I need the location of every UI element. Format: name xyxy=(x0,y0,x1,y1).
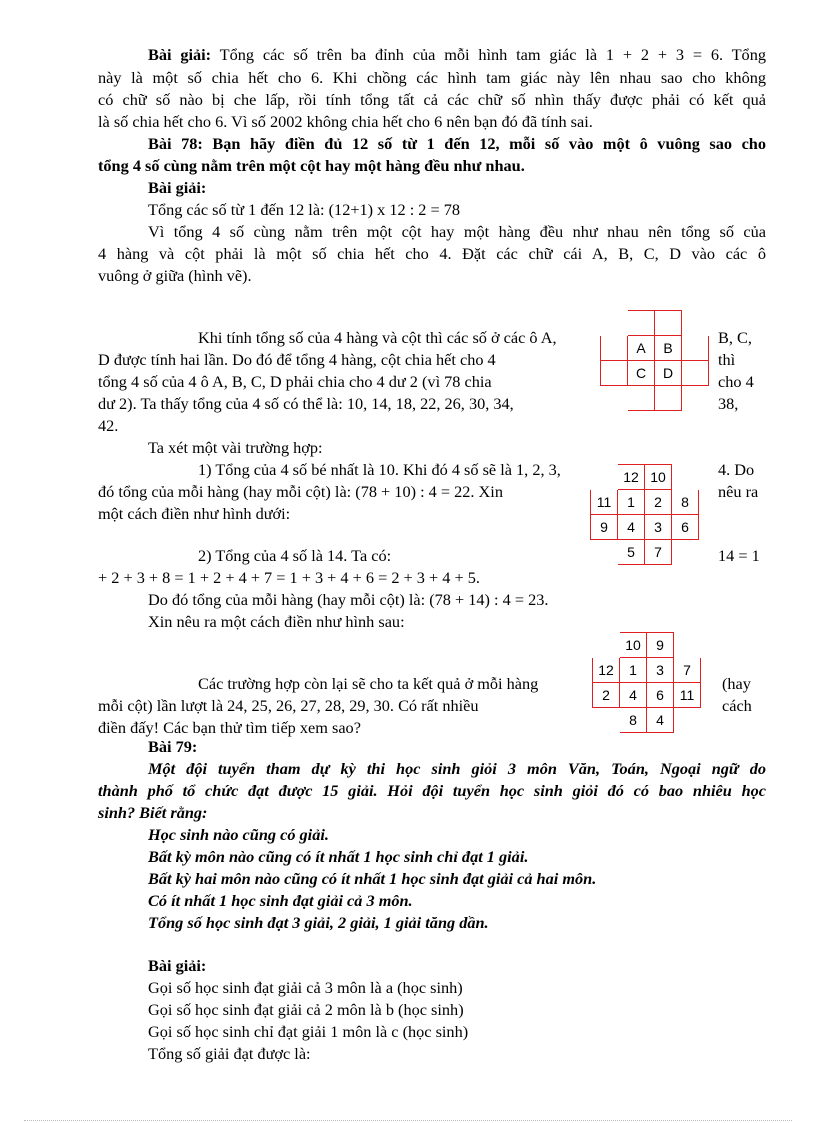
bai78-p2b: 4 hàng và cột phải là một số chia hết cho 4. Đặt các chữ cái A, B, C, D vào các ô xyxy=(98,244,766,263)
grid-cell-c: C xyxy=(628,361,655,386)
bai79-condition-4: Có ít nhất 1 học sinh đạt giải cả 3 môn. xyxy=(148,891,413,910)
bai79-sol-1: Gọi số học sinh đạt giải cả 3 môn là a (học sinh) xyxy=(148,978,463,997)
grid-cell: 4 xyxy=(620,683,647,708)
intro-line-2: này là một số chia hết cho 6. Khi chồng các hình tam giác này lên nhau sao cho không xyxy=(98,68,766,87)
case1-line-a: 1) Tổng của 4 số bé nhất là 10. Khi đó 4 số sẽ là 1, 2, 3, xyxy=(198,460,561,479)
grid-cell: 2 xyxy=(593,683,620,708)
grid-cell: 7 xyxy=(674,658,701,683)
case2-line-d: Xin nêu ra một cách điền như hình sau: xyxy=(148,612,405,631)
case3-line-b-right: cách xyxy=(722,696,752,715)
grid-cell-d: D xyxy=(655,361,682,386)
bai78-p1: Tổng các số từ 1 đến 12 là: (12+1) x 12 : 2 = 78 xyxy=(148,200,461,219)
bai79-condition-2: Bất kỳ môn nào cũng có ít nhất 1 học sinh chỉ đạt 1 giải. xyxy=(148,847,529,866)
grid-cell: 1 xyxy=(620,658,647,683)
case1-line-b-right: nêu ra xyxy=(718,482,759,501)
case1-line-c: một cách điền như hình dưới: xyxy=(98,504,291,523)
grid-cell-a: A xyxy=(628,336,655,361)
case2-line-a-right: 14 = 1 xyxy=(718,546,760,565)
bai78-p4: Ta xét một vài trường hợp: xyxy=(148,438,323,457)
bai78-title-1: Bài 78: Bạn hãy điền đủ 12 số từ 1 đến 12, mỗi số vào một ô vuông sao cho xyxy=(148,134,766,153)
case3-line-a-right: (hay xyxy=(722,674,751,693)
case2-line-a: 2) Tổng của 4 số là 14. Ta có: xyxy=(198,546,392,565)
grid-cell: 2 xyxy=(645,490,672,515)
bai79-condition-3: Bất kỳ hai môn nào cũng có ít nhất 1 học sinh đạt giải cả hai môn. xyxy=(148,869,597,888)
bai79-question-2: thành phố tổ chức đạt được 15 giải. Hỏi đội tuyển học sinh giỏi đó có bao nhiêu học xyxy=(98,781,766,800)
grid-cell: 11 xyxy=(674,683,701,708)
grid-cell: 1 xyxy=(618,490,645,515)
bai79-question-1: Một đội tuyển tham dự kỳ thi học sinh giỏi 3 môn Văn, Toán, Ngoại ngữ do xyxy=(148,759,766,778)
bai78-p3b-right: thì xyxy=(718,350,736,369)
grid-cell: 9 xyxy=(647,633,674,658)
bai78-p3e: 42. xyxy=(98,416,119,435)
grid-cell: 4 xyxy=(647,708,674,733)
grid-cell: 8 xyxy=(620,708,647,733)
bai79-sol-4: Tổng số giải đạt được là: xyxy=(148,1044,311,1063)
grid-cell: 4 xyxy=(618,515,645,540)
case3-line-b: mỗi cột) lần lượt là 24, 25, 26, 27, 28, 29, 30. Có rất nhiều xyxy=(98,696,479,715)
intro-line-4: là số chia hết cho 6. Vì số 2002 không chia hết cho 6 nên bạn đó đã tính sai. xyxy=(98,112,593,131)
intro-line-1: Bài giải: Tổng các số trên ba đỉnh của mỗi hình tam giác là 1 + 2 + 3 = 6. Tổng xyxy=(148,45,766,64)
case3-line-a: Các trường hợp còn lại sẽ cho ta kết quả ở mỗi hàng xyxy=(198,674,539,693)
grid-cell: 3 xyxy=(647,658,674,683)
bai78-p3d-right: 38, xyxy=(718,394,739,413)
bai79-sol-3: Gọi số học sinh chỉ đạt giải 1 môn là c (học sinh) xyxy=(148,1022,469,1041)
case1-line-a-right: 4. Do xyxy=(718,460,755,479)
case2-line-c: Do đó tổng của mỗi hàng (hay mỗi cột) là: (78 + 14) : 4 = 23. xyxy=(148,590,549,609)
grid-cell: 9 xyxy=(591,515,618,540)
solution-label: Bài giải: xyxy=(148,45,212,64)
bai78-p3a-right: B, C, xyxy=(718,328,752,347)
bai78-p2c: vuông ở giữa (hình vẽ). xyxy=(98,266,252,285)
grid-sum-22 xyxy=(590,464,699,565)
grid-cell-b: B xyxy=(655,336,682,361)
grid-cell: 12 xyxy=(618,465,645,490)
bai79-sol-2: Gọi số học sinh đạt giải cả 2 môn là b (học sinh) xyxy=(148,1000,464,1019)
bai79-question-3: sinh? Biết rằng: xyxy=(98,803,208,822)
case1-line-b: đó tổng của mỗi hàng (hay mỗi cột) là: (78 + 10) : 4 = 22. Xin xyxy=(98,482,503,501)
bai79-condition-1: Học sinh nào cũng có giải. xyxy=(148,825,329,844)
bai78-p3c-right: cho 4 xyxy=(718,372,754,391)
grid-cell: 12 xyxy=(593,658,620,683)
page-bottom-divider xyxy=(24,1120,792,1121)
bai79-solution-label: Bài giải: xyxy=(148,956,207,975)
grid-cell: 6 xyxy=(672,515,699,540)
grid-sum-23 xyxy=(592,632,701,733)
case3-line-c: điền đấy! Các bạn thử tìm tiếp xem sao? xyxy=(98,718,361,737)
bai78-p3a: Khi tính tổng số của 4 hàng và cột thì các số ở các ô A, xyxy=(198,328,557,347)
case2-line-b: + 2 + 3 + 8 = 1 + 2 + 4 + 7 = 1 + 3 + 4 + 6 = 2 + 3 + 4 + 5. xyxy=(98,568,480,587)
grid-cell: 3 xyxy=(645,515,672,540)
grid-cell: 5 xyxy=(618,540,645,565)
grid-cell: 6 xyxy=(647,683,674,708)
bai78-p3b: D được tính hai lần. Do đó để tổng 4 hàng, cột chia hết cho 4 xyxy=(98,350,496,369)
grid-cell: 7 xyxy=(645,540,672,565)
intro-line-3: có chữ số nào bị che lấp, rồi tính tổng tất cả các chữ số nhìn thấy được phải có kết quả xyxy=(98,90,766,109)
bai78-title-2: tổng 4 số cùng nằm trên một cột hay một hàng đều như nhau. xyxy=(98,156,525,175)
grid-cell: 10 xyxy=(620,633,647,658)
bai78-p3d: dư 2). Ta thấy tổng của 4 số có thể là: 10, 14, 18, 22, 26, 30, 34, xyxy=(98,394,514,413)
grid-cell: 11 xyxy=(591,490,618,515)
bai79-title: Bài 79: xyxy=(148,737,198,756)
grid-cell: 10 xyxy=(645,465,672,490)
bai79-condition-5: Tổng số học sinh đạt 3 giải, 2 giải, 1 giải tăng dần. xyxy=(148,913,489,932)
grid-abcd xyxy=(600,310,709,411)
bai78-p2a: Vì tổng 4 số cùng nằm trên một cột hay một hàng đều như nhau nên tổng số của xyxy=(148,222,766,241)
bai78-solution-label: Bài giải: xyxy=(148,178,207,197)
bai78-p3c: tổng 4 số của 4 ô A, B, C, D phải chia cho 4 dư 2 (vì 78 chia xyxy=(98,372,492,391)
grid-cell: 8 xyxy=(672,490,699,515)
